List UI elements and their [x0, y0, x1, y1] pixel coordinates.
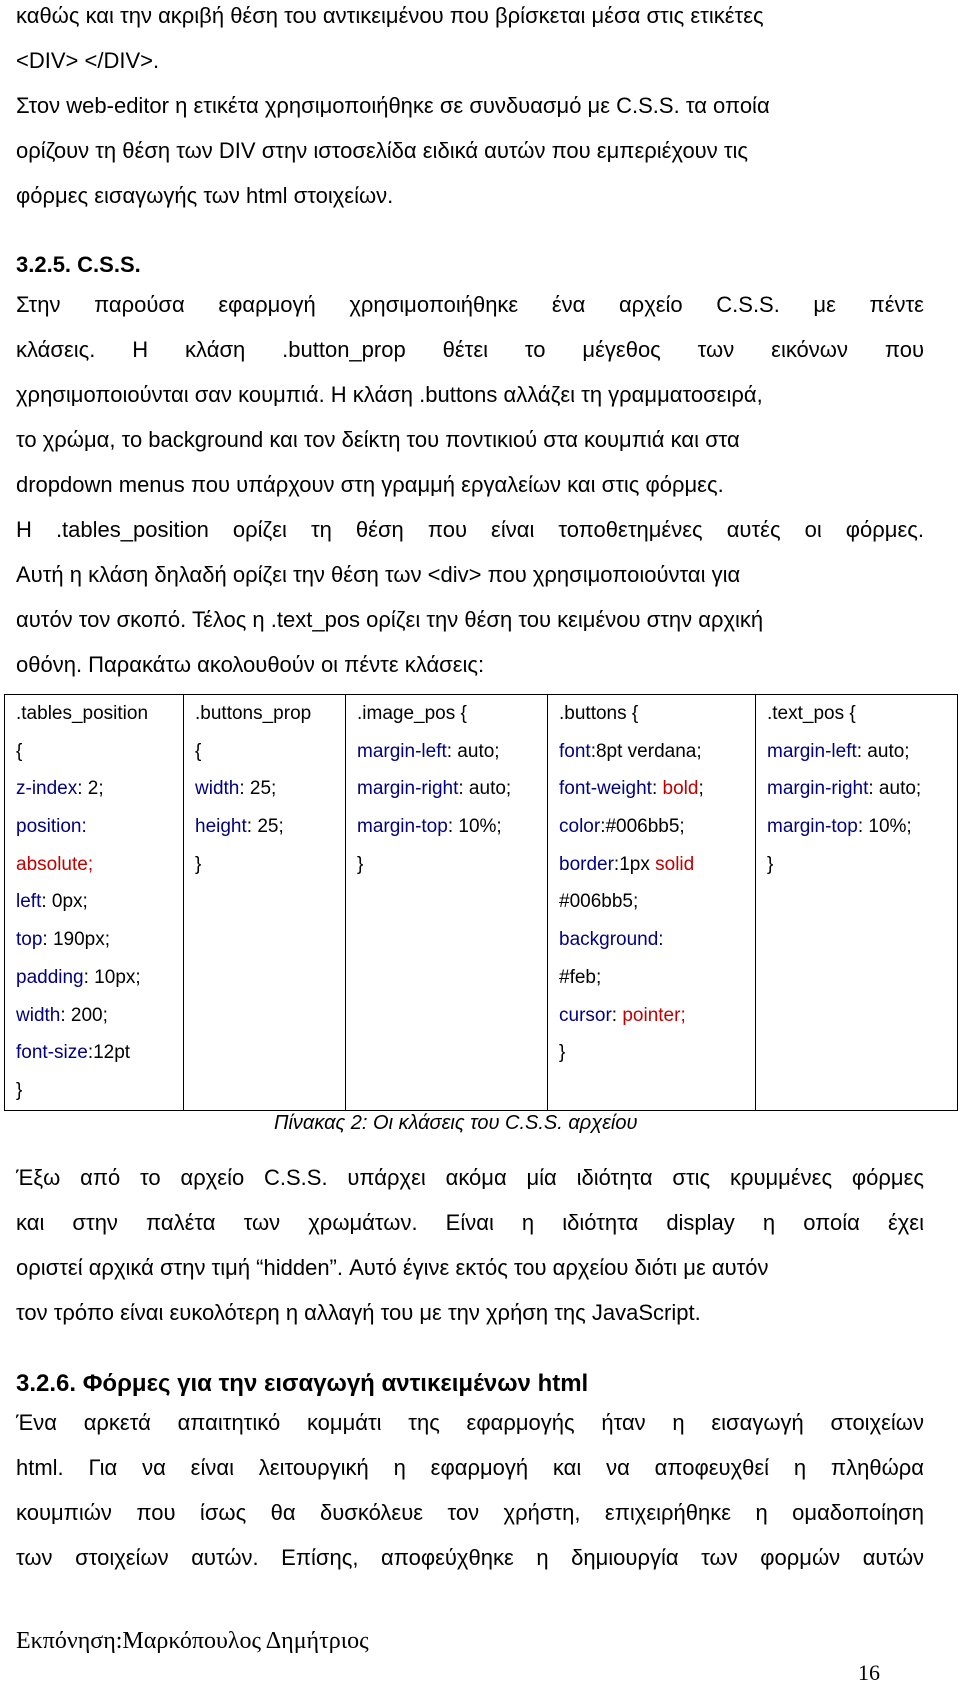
- code-token: .image_pos {: [357, 703, 467, 724]
- code-token: : 2;: [77, 778, 104, 800]
- code-token: }: [767, 853, 774, 875]
- code-token: : 190px;: [42, 929, 111, 951]
- text-line: καθώς και την ακριβή θέση του αντικειμένου που βρίσκεται μέσα στις ετικέτες: [16, 3, 764, 28]
- code-line: [559, 733, 755, 771]
- code-token: margin-top: [357, 816, 448, 838]
- code-token: ;: [698, 778, 704, 800]
- code-line: [16, 695, 183, 733]
- section-heading-325: 3.2.5. C.S.S.: [16, 252, 141, 277]
- code-token: margin-left: [767, 740, 857, 762]
- code-token: }: [16, 1079, 23, 1101]
- code-line: [357, 808, 547, 846]
- code-line: [559, 883, 755, 921]
- code-line: [559, 1034, 755, 1072]
- text-line: dropdown menus που υπάρχουν στη γραμμή εργαλείων και στις φόρμες.: [16, 472, 724, 497]
- code-token: : 10px;: [83, 966, 141, 988]
- footer-author: Εκπόνηση:Μαρκόπουλος Δημήτριος: [16, 1628, 369, 1654]
- text-line: κλάσεις. Η κλάση .button_prop θέτει το μέγεθος των εικόνων που: [16, 337, 924, 362]
- code-line: [195, 733, 345, 771]
- code-line: [559, 808, 755, 846]
- text-line: <DIV> </DIV>.: [16, 48, 160, 73]
- text-line: Ένα αρκετά απαιτητικό κομμάτι της εφαρμογής ήταν η εισαγωγή στοιχείων: [16, 1410, 924, 1435]
- table-row: [5, 695, 958, 1111]
- code-token: :12pt: [87, 1042, 131, 1064]
- code-token: #feb;: [559, 966, 602, 988]
- code-line: [195, 770, 345, 808]
- text-line: φόρμες εισαγωγής των html στοιχείων.: [16, 183, 394, 208]
- code-token: margin-top: [767, 816, 858, 838]
- text-line: των στοιχείων αυτών. Επίσης, αποφεύχθηκε η δημιουργία των φορμών αυτών: [16, 1545, 924, 1570]
- code-token: }: [559, 1042, 566, 1064]
- code-line: [357, 733, 547, 771]
- code-token: #006bb5;: [559, 891, 639, 913]
- code-line: [767, 695, 957, 733]
- code-token: pointer;: [622, 1004, 686, 1026]
- section-heading-326: 3.2.6. Φόρμες για την εισαγωγή αντικειμένων html: [16, 1370, 589, 1397]
- section-325-paragraph: [16, 282, 924, 687]
- code-token: .tables_position: [16, 703, 149, 724]
- table-cell-buttons: [548, 695, 756, 1111]
- code-token: .text_pos {: [767, 703, 856, 724]
- code-token: margin-left: [357, 740, 447, 762]
- code-token: background:: [559, 929, 664, 951]
- table-cell-tables-position: [5, 695, 184, 1111]
- code-line: [16, 846, 183, 884]
- code-line: [559, 695, 755, 733]
- code-line: [767, 733, 957, 771]
- code-token: : 200;: [60, 1004, 108, 1026]
- code-token: position:: [16, 816, 87, 838]
- code-token: height: [195, 816, 247, 838]
- text-line: Έξω από το αρχείο C.S.S. υπάρχει ακόμα μία ιδιότητα στις κρυμμένες φόρμες: [16, 1165, 924, 1190]
- text-line: οθόνη. Παρακάτω ακολουθούν οι πέντε κλάσεις:: [16, 652, 485, 677]
- text-line: Αυτή η κλάση δηλαδή ορίζει την θέση των <div> που χρησιμοποιούνται για: [16, 562, 741, 587]
- text-line: οριστεί αρχικά στην τιμή “hidden”. Αυτό έγινε εκτός του αρχείου διότι με αυτόν: [16, 1255, 769, 1280]
- code-token: solid: [655, 853, 695, 875]
- code-token: {: [16, 740, 23, 762]
- code-token: z-index: [16, 778, 78, 800]
- section-326-paragraph: [16, 1400, 924, 1580]
- code-line: [767, 770, 957, 808]
- code-line: [559, 770, 755, 808]
- code-token: : auto;: [868, 778, 922, 800]
- page-number: 16: [858, 1660, 880, 1685]
- text-line: κουμπιών που ίσως θα δυσκόλευε τον χρήστη, επιχειρήθηκε η ομαδοποίηση: [16, 1500, 924, 1525]
- code-token: }: [195, 853, 202, 875]
- code-token: : 10%;: [857, 816, 912, 838]
- code-line: [16, 959, 183, 997]
- code-token: absolute;: [16, 853, 94, 875]
- table-cell-text-pos: [756, 695, 958, 1111]
- code-line: [357, 695, 547, 733]
- code-token: width: [195, 778, 240, 800]
- code-token: border: [559, 853, 614, 875]
- code-token: : 25;: [246, 816, 284, 838]
- code-line: [16, 770, 183, 808]
- table-cell-buttons-prop: [184, 695, 346, 1111]
- code-line: [767, 846, 957, 884]
- code-token: margin-right: [767, 778, 869, 800]
- code-line: [559, 921, 755, 959]
- code-line: [16, 808, 183, 846]
- text-line: αυτόν τον σκοπό. Τέλος η .text_pos ορίζει την θέση του κειμένου στην αρχική: [16, 607, 764, 632]
- code-line: [357, 846, 547, 884]
- text-line: και στην παλέτα των χρωμάτων. Είναι η ιδιότητα display η οποία έχει: [16, 1210, 924, 1235]
- code-line: [767, 808, 957, 846]
- code-line: [195, 695, 345, 733]
- code-line: [16, 733, 183, 771]
- code-token: font-weight: [559, 778, 652, 800]
- code-token: font-size: [16, 1042, 88, 1064]
- code-line: [357, 770, 547, 808]
- code-line: [559, 846, 755, 884]
- code-line: [195, 846, 345, 884]
- code-token: : 10%;: [447, 816, 502, 838]
- code-token: :: [651, 778, 663, 800]
- code-token: font: [559, 740, 591, 762]
- intro-paragraph: [16, 0, 924, 218]
- code-line: [559, 997, 755, 1035]
- code-token: : 25;: [239, 778, 277, 800]
- code-token: : auto;: [446, 740, 500, 762]
- code-token: : 0px;: [41, 891, 88, 913]
- code-line: [16, 1034, 183, 1072]
- code-token: cursor: [559, 1004, 612, 1026]
- text-line: το χρώμα, το background και τον δείκτη του ποντικιού στα κουμπιά και στα: [16, 427, 740, 452]
- code-token: color: [559, 816, 601, 838]
- text-line: Στην παρούσα εφαρμογή χρησιμοποιήθηκε ένα αρχείο C.S.S. με πέντε: [16, 292, 924, 317]
- table-cell-image-pos: [346, 695, 548, 1111]
- code-token: left: [16, 891, 42, 913]
- code-line: [16, 1072, 183, 1110]
- code-token: bold: [662, 778, 699, 800]
- code-token: padding: [16, 966, 84, 988]
- code-token: :#006bb5;: [600, 816, 685, 838]
- code-token: : auto;: [458, 778, 512, 800]
- code-line: [16, 883, 183, 921]
- code-token: :: [611, 1004, 623, 1026]
- text-line: Στον web-editor η ετικέτα χρησιμοποιήθηκε σε συνδυασμό με C.S.S. τα οποία: [16, 93, 770, 118]
- after-table-paragraph: [16, 1155, 924, 1335]
- css-classes-table: [4, 694, 958, 1111]
- code-token: top: [16, 929, 43, 951]
- code-token: : auto;: [856, 740, 910, 762]
- text-line: ορίζουν τη θέση των DIV στην ιστοσελίδα ειδικά αυτών που εμπεριέχουν τις: [16, 138, 749, 163]
- code-token: {: [195, 740, 202, 762]
- code-token: .buttons {: [559, 703, 639, 724]
- code-line: [195, 808, 345, 846]
- text-line: Η .tables_position ορίζει τη θέση που είναι τοποθετημένες αυτές οι φόρμες.: [16, 517, 924, 542]
- code-token: :8pt verdana;: [590, 740, 702, 762]
- text-line: τον τρόπο είναι ευκολότερη η αλλαγή του με την χρήση της JavaScript.: [16, 1300, 701, 1325]
- code-token: .buttons_prop: [195, 703, 312, 724]
- code-token: :1px: [613, 853, 656, 875]
- code-token: margin-right: [357, 778, 459, 800]
- code-token: width: [16, 1004, 61, 1026]
- code-line: [16, 921, 183, 959]
- table-caption: Πίνακας 2: Οι κλάσεις του C.S.S. αρχείου: [274, 1112, 638, 1134]
- text-line: χρησιμοποιούνται σαν κουμπιά. Η κλάση .buttons αλλάζει τη γραμματοσειρά,: [16, 382, 763, 407]
- code-line: [16, 997, 183, 1035]
- text-line: html. Για να είναι λειτουργική η εφαρμογή και να αποφευχθεί η πληθώρα: [16, 1455, 924, 1480]
- code-token: }: [357, 853, 364, 875]
- code-line: [559, 959, 755, 997]
